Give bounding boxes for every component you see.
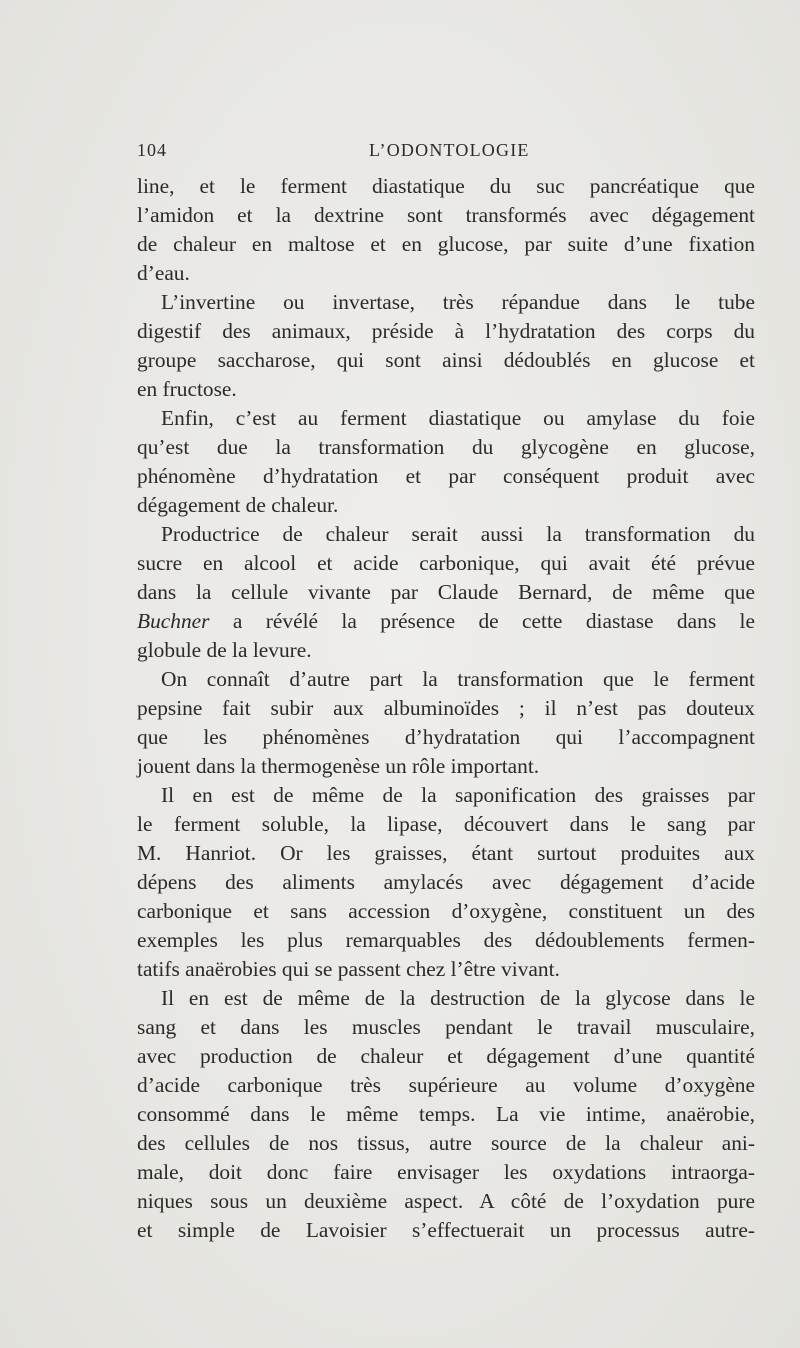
- text-line: L’invertine ou invertase, très répandue dans le tube: [161, 290, 755, 314]
- running-title: L’ODONTOLOGIE: [369, 140, 530, 160]
- text-line: des cellules de nos tissus, autre source de la chaleur ani-: [137, 1131, 755, 1155]
- text-line: line, et le ferment diastatique du suc pancréatique que: [137, 174, 755, 198]
- text-line: d’acide carbonique très supérieure au volume d’oxygène: [137, 1073, 755, 1097]
- text-line: tatifs anaërobies qui se passent chez l’être vivant.: [137, 957, 560, 981]
- page-number: 104: [137, 140, 167, 160]
- text-line: de chaleur en maltose et en glucose, par suite d’une fixation: [137, 232, 755, 256]
- text-line: carbonique et sans accession d’oxygène, constituent un des: [137, 899, 755, 923]
- text-line: dépens des aliments amylacés avec dégagement d’acide: [137, 870, 755, 894]
- running-header: [137, 140, 755, 170]
- text-line: niques sous un deuxième aspect. A côté de l’oxydation pure: [137, 1189, 755, 1213]
- text-line: exemples les plus remarquables des dédoublements fermen-: [137, 928, 755, 952]
- text-line: l’amidon et la dextrine sont transformés avec dégagement: [137, 203, 755, 227]
- text-line: dans la cellule vivante par Claude Bernard, de même que: [137, 580, 755, 604]
- text-line: d’eau.: [137, 261, 190, 285]
- body-text: [137, 172, 755, 1245]
- text-line: pepsine fait subir aux albuminoïdes ; il n’est pas douteux: [137, 696, 755, 720]
- text-line: avec production de chaleur et dégagement d’une quantité: [137, 1044, 755, 1068]
- text-line: que les phénomènes d’hydratation qui l’accompagnent: [137, 725, 755, 749]
- text-line: M. Hanriot. Or les graisses, étant surtout produites aux: [137, 841, 755, 865]
- text-line: Il en est de même de la saponification des graisses par: [161, 783, 755, 807]
- text-line: phénomène d’hydratation et par conséquent produit avec: [137, 464, 755, 488]
- text-line: digestif des animaux, préside à l’hydratation des corps du: [137, 319, 755, 343]
- text-line-with-italic: [137, 607, 755, 636]
- text-line: male, doit donc faire envisager les oxydations intraorga-: [137, 1160, 755, 1184]
- text-line: en fructose.: [137, 377, 237, 401]
- text-line-rest: a révélé la présence de cette diastase dans le: [232, 609, 755, 633]
- text-line: groupe saccharose, qui sont ainsi dédoublés en glucose et: [137, 348, 755, 372]
- text-line: On connaît d’autre part la transformation que le ferment: [161, 667, 755, 691]
- text-line: qu’est due la transformation du glycogène en glucose,: [137, 435, 755, 459]
- text-line: sucre en alcool et acide carbonique, qui avait été prévue: [137, 551, 755, 575]
- text-line: Enfin, c’est au ferment diastatique ou amylase du foie: [161, 406, 755, 430]
- text-line: et simple de Lavoisier s’effectuerait un processus autre-: [137, 1218, 755, 1242]
- text-line: dégagement de chaleur.: [137, 493, 339, 517]
- text-line: sang et dans les muscles pendant le travail musculaire,: [137, 1015, 755, 1039]
- text-line: consommé dans le même temps. La vie intime, anaërobie,: [137, 1102, 755, 1126]
- italic-name: Buchner: [137, 609, 210, 633]
- text-line: Productrice de chaleur serait aussi la transformation du: [161, 522, 755, 546]
- text-line: le ferment soluble, la lipase, découvert dans le sang par: [137, 812, 755, 836]
- text-line: Il en est de même de la destruction de la glycose dans le: [161, 986, 755, 1010]
- text-line: globule de la levure.: [137, 638, 312, 662]
- text-line: jouent dans la thermogenèse un rôle important.: [137, 754, 540, 778]
